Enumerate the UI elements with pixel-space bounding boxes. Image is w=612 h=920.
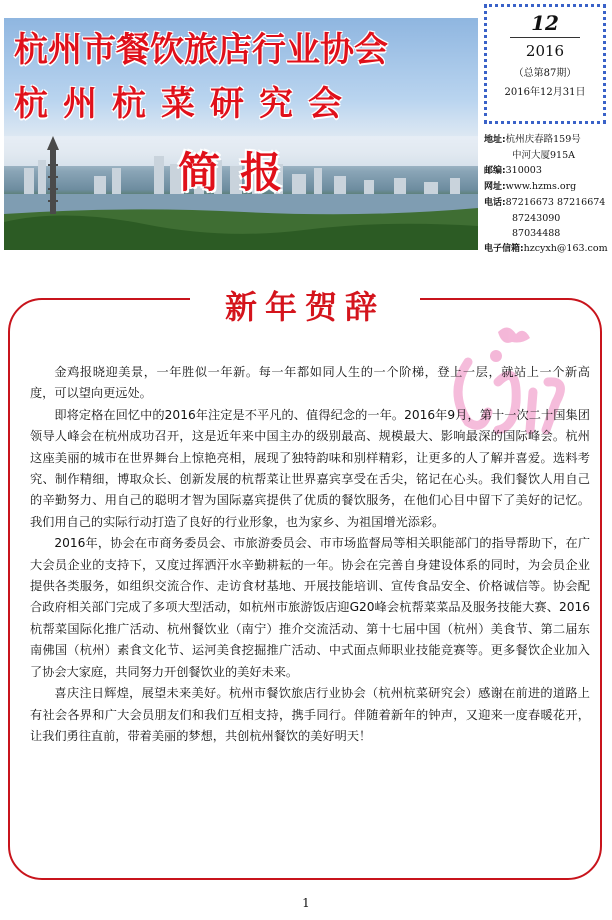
issue-info-box	[484, 4, 606, 124]
phone-line-1: 87216673 87216674	[505, 197, 606, 208]
paragraph-3: 2016年，协会在市商务委员会、市旅游委员会、市市场监督局等相关职能部门的指导帮助下，在广大会员企业的支持下，又度过挥洒汗水辛勤耕耘的一年。协会在完善自身建设体系的同时，为会员企业提供各类服务，如组织交流合作、走访食材基地、开展技能培训、宣传食品安全、价格诚信等。协会配合政府相关部门完成了多项大型活动，如杭州市旅游饭店迎G20峰会杭帮菜菜品及服务技能大赛、2016杭帮菜国际化推广活动、杭州餐饮业（南宁）推介交流活动、第十七届中国（杭州）美食节、第二届东南佛国（杭州）素食文化节、运河美食挖掘推广活动、中式面点师职业技能竞赛等。更多餐饮企业加入了协会大家庭，共同努力开创餐饮业的美好未来。	[30, 536, 590, 679]
website-link[interactable]: www.hzms.org	[505, 181, 577, 192]
email-link[interactable]: hzcyxh@163.com	[523, 243, 608, 254]
phone-line-2: 87243090 87034488	[512, 213, 561, 239]
article-body	[30, 362, 590, 747]
paragraph-1: 金鸡报晓迎美景，一年胜似一年新。每一年都如同人生的一个阶梯，登上一层，就站上一个新高度，可以望向更远处。	[30, 365, 590, 401]
address-line-2: 中河大厦915A	[512, 150, 575, 161]
issue-number: 12	[531, 11, 559, 35]
paragraph-4: 喜庆注日辉煌，展望未来美好。杭州市餐饮旅店行业协会（杭州杭菜研究会）感谢在前进的道路上有社会各界和广大会员朋友们和我们互相支持，携手同行。伴随着新年的钟声，又迎来一度春暖花开，让我们勇往直前，带着美丽的梦想，共创杭州餐饮的美好明天！	[30, 686, 590, 743]
email-label: 电子信箱:	[484, 244, 524, 254]
org-name-line-2: 杭州杭菜研究会	[14, 84, 357, 124]
phone-label: 电话:	[484, 198, 506, 208]
publication-title: 简报	[178, 148, 303, 197]
issue-year: 2016	[525, 42, 565, 60]
page-number: 1	[302, 896, 310, 910]
postcode: 310003	[505, 165, 542, 176]
issue-total: （总第87期）	[513, 68, 577, 79]
postcode-label: 邮编:	[484, 166, 506, 176]
issue-date: 2016年12月31日	[504, 87, 586, 98]
paragraph-2: 即将定格在回忆中的2016年注定是不平凡的、值得纪念的一年。2016年9月，第十一次二十国集团领导人峰会在杭州成功召开，这是近年来中国主办的级别最高、规模最大、影响最深的国际峰会。杭州这座美丽的城市在世界舞台上惊艳亮相，展现了独特韵味和别样精彩，让更多的人了解并喜爱。选料考究、制作精细，博取众长、创新发展的杭帮菜让世界嘉宾享受在舌尖，铭记在心头。我们餐饮人用自己的辛勤努力、用自己的聪明才智为国际嘉宾提供了优质的餐饮服务，在他们心目中留下了美好的记忆。我们用自己的实际行动打造了良好的行业形象，也为家乡、为祖国增光添彩。	[30, 407, 590, 529]
address-label: 地址:	[484, 135, 506, 145]
article-title: 新年贺辞	[224, 288, 385, 326]
org-name-line-1: 杭州市餐饮旅店行业协会	[14, 30, 388, 70]
contact-info	[484, 132, 610, 257]
address-line-1: 杭州庆春路159号	[505, 134, 581, 145]
website-label: 网址:	[484, 182, 506, 192]
masthead	[0, 0, 612, 270]
issue-divider	[510, 37, 580, 38]
